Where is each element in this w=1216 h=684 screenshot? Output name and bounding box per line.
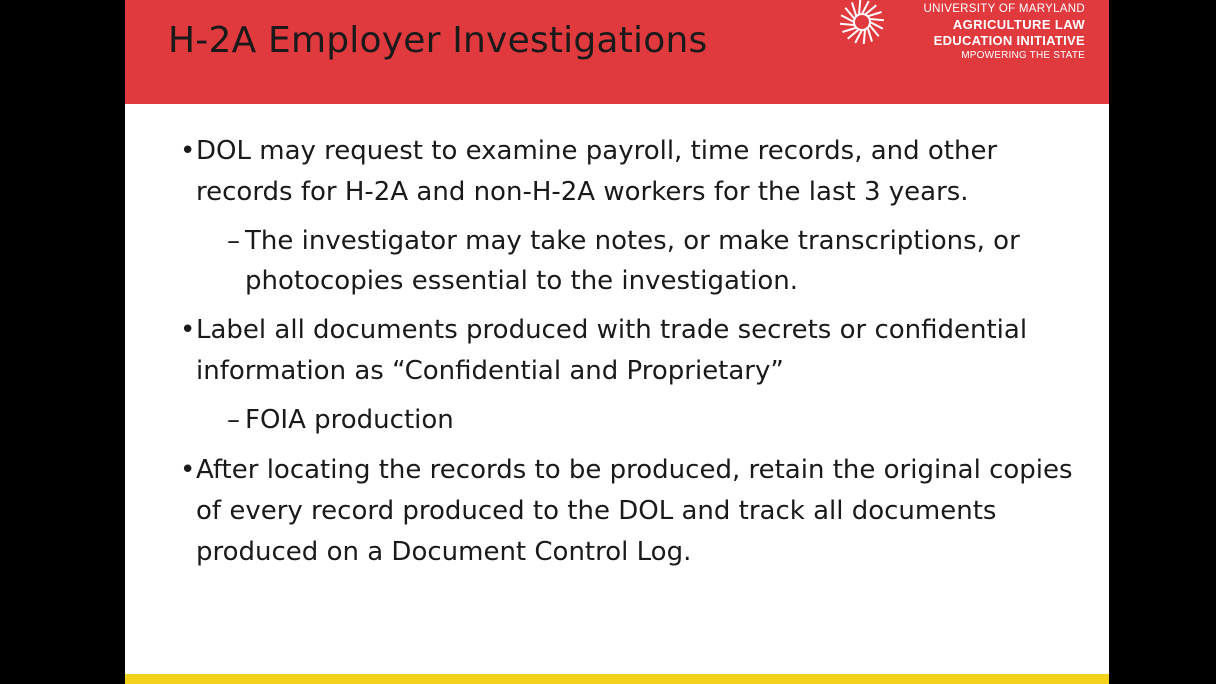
sub-bullet-marker: – bbox=[227, 226, 240, 256]
logo-line-university: UNIVERSITY OF MARYLAND bbox=[923, 3, 1085, 15]
sunburst-ray bbox=[859, 0, 860, 15]
sub-bullet-item bbox=[227, 400, 1087, 440]
sunburst-ray bbox=[840, 24, 855, 25]
logo-text bbox=[895, 2, 1085, 63]
slide-header bbox=[125, 0, 1109, 104]
bullet-item bbox=[180, 310, 1090, 392]
sub-bullet-marker: – bbox=[227, 405, 240, 435]
sub-bullet-text: The investigator may take notes, or make transcriptions, or photocopies essential to the investigation. bbox=[245, 226, 1020, 296]
sub-bullet-text: FOIA production bbox=[245, 405, 454, 435]
slide-content bbox=[125, 104, 1109, 674]
sunburst-ray bbox=[864, 29, 865, 44]
bullet-item bbox=[180, 450, 1090, 573]
slide bbox=[125, 0, 1109, 684]
logo-line-education-initiative: EDUCATION INITIATIVE bbox=[933, 33, 1085, 48]
bullet-marker: • bbox=[180, 455, 196, 485]
sunburst-center bbox=[854, 14, 870, 30]
sunburst-ray bbox=[869, 19, 884, 20]
slide-title: H-2A Employer Investigations bbox=[168, 20, 708, 61]
sunburst-ray bbox=[868, 28, 872, 42]
logo-line-tagline: MPOWERING THE STATE bbox=[961, 50, 1085, 61]
sub-bullet-item bbox=[227, 221, 1087, 301]
footer-bar bbox=[125, 674, 1109, 684]
sunburst-ray bbox=[852, 2, 856, 16]
logo bbox=[831, 0, 1101, 64]
bullet-text: Label all documents produced with trade secrets or confidential information as “Confidential and Proprietary” bbox=[196, 315, 1028, 386]
sunburst-logo-icon bbox=[833, 0, 891, 52]
bullet-text: DOL may request to examine payroll, time records, and other records for H-2A and non-H-2A workers for the last 3 years. bbox=[196, 136, 998, 207]
bullet-marker: • bbox=[180, 136, 196, 166]
bullet-text: After locating the records to be produced, retain the original copies of every record produced to the DOL and track all documents produced on a Document Control Log. bbox=[196, 455, 1073, 567]
logo-line-agriculture-law: AGRICULTURE LAW bbox=[952, 17, 1085, 32]
bullet-marker: • bbox=[180, 315, 196, 345]
sunburst-ray bbox=[842, 28, 856, 32]
sunburst-ray bbox=[868, 12, 882, 16]
bullet-item bbox=[180, 131, 1090, 213]
